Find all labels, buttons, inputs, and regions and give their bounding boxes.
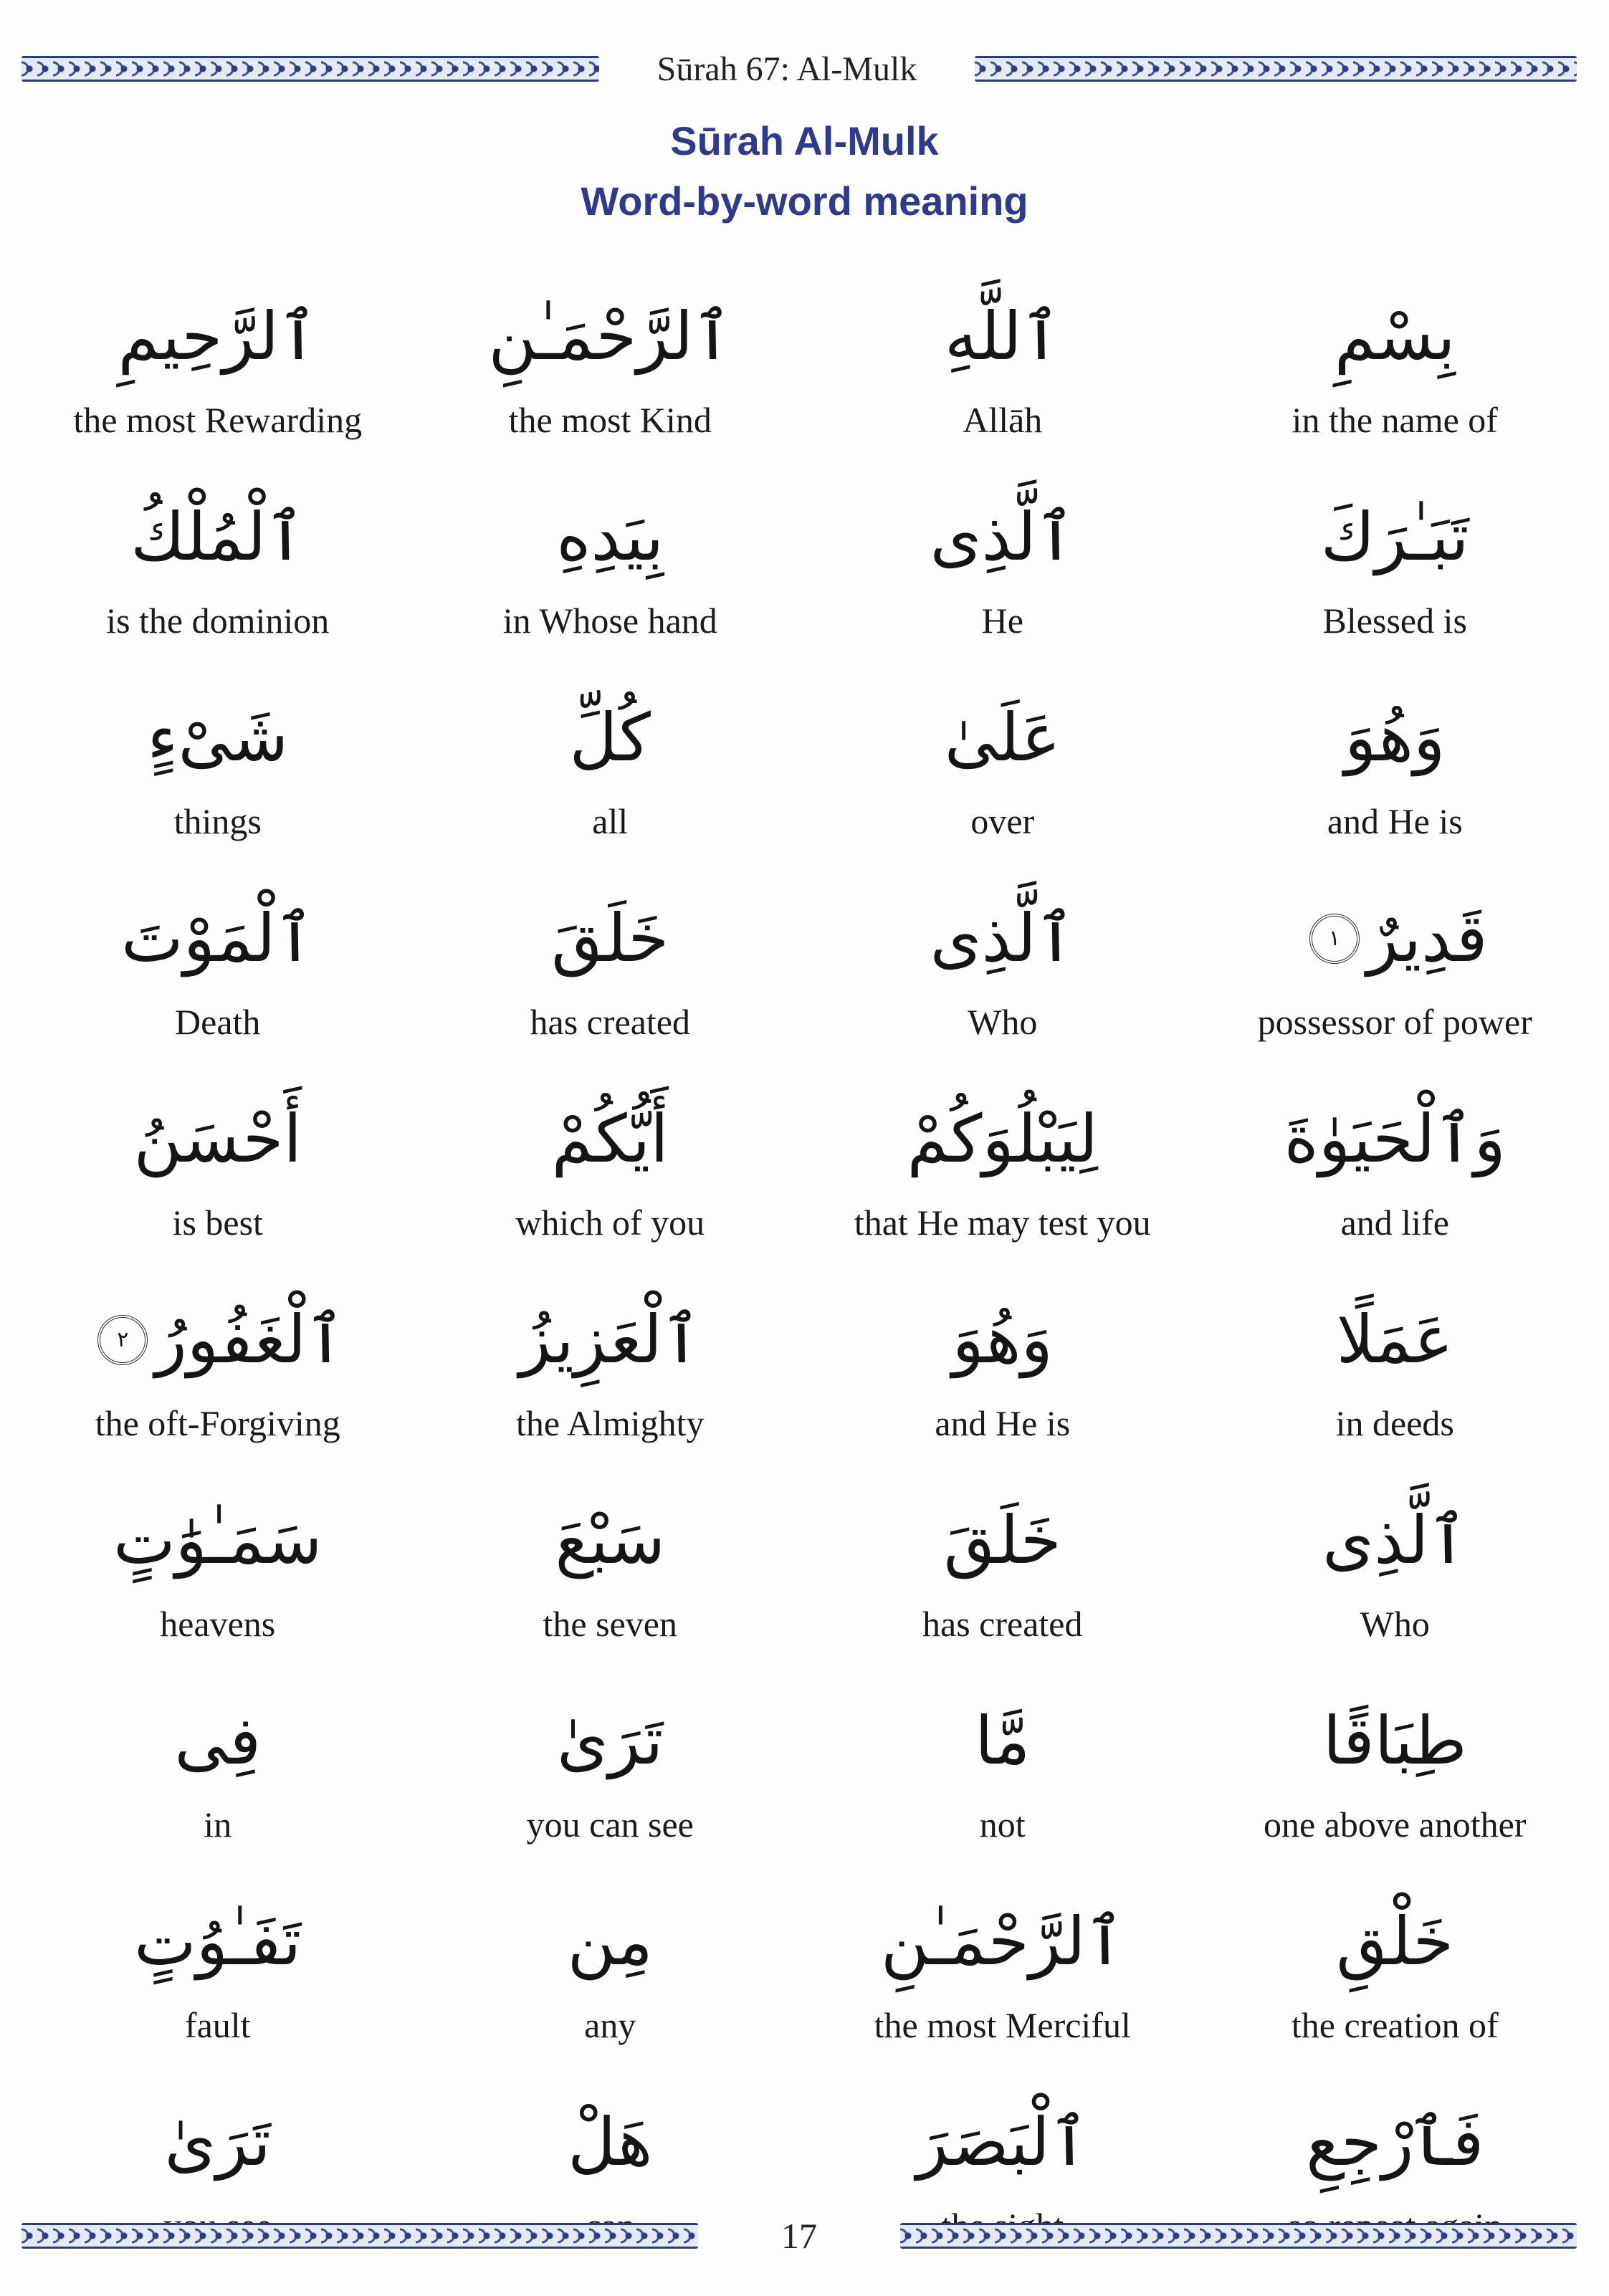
ayah-number-marker: ٢ xyxy=(97,1315,148,1365)
arabic-word-text: قَدِيرٌ xyxy=(1366,900,1488,977)
english-meaning: in the name of xyxy=(1292,400,1498,440)
arabic-word xyxy=(130,484,305,591)
arabic-word xyxy=(930,484,1075,591)
word-by-word-grid xyxy=(22,269,1591,2275)
arabic-word-text: أَيُّكُمْ xyxy=(551,1101,669,1177)
arabic-word xyxy=(930,885,1075,992)
english-meaning: the most Kind xyxy=(508,400,712,440)
arabic-word-text: وَهُوَ xyxy=(952,1301,1053,1378)
arabic-word-text: هَلْ xyxy=(568,2104,653,2181)
page-number: 17 xyxy=(781,2216,817,2256)
english-meaning: and He is xyxy=(1327,801,1463,841)
arabic-word-text: خَلْقِ xyxy=(1336,1903,1454,1980)
word-cell xyxy=(22,871,414,1071)
english-meaning: you can see xyxy=(526,1804,694,1845)
arabic-word-text: ٱلْمُلْكُ xyxy=(130,499,305,575)
arabic-word xyxy=(568,2089,652,2196)
word-cell xyxy=(22,1071,414,1272)
arabic-word xyxy=(1284,1086,1506,1193)
english-meaning: the most Merciful xyxy=(874,2005,1131,2045)
arabic-word xyxy=(551,885,669,992)
ornamental-border-right xyxy=(975,56,1577,82)
english-meaning: the most Rewarding xyxy=(73,400,363,440)
word-cell xyxy=(1199,1874,1592,2075)
arabic-word-text: ٱلَّذِى xyxy=(930,499,1075,575)
arabic-word-text: ٱلْمَوْتَ xyxy=(121,900,315,977)
arabic-word-text: كُلِّ xyxy=(569,699,651,776)
arabic-word-text: مَّا xyxy=(975,1703,1031,1779)
arabic-word-text: تَبَـٰرَكَ xyxy=(1320,499,1469,575)
english-meaning: He xyxy=(981,601,1023,641)
english-meaning: fault xyxy=(184,2005,251,2045)
footer-ornament-left xyxy=(22,2223,698,2249)
english-meaning: Death xyxy=(175,1002,261,1042)
english-meaning: not xyxy=(979,1804,1026,1845)
ornamental-border-left xyxy=(22,56,599,82)
arabic-word-text: خَلَقَ xyxy=(943,1502,1061,1579)
word-cell xyxy=(806,469,1199,670)
arabic-word xyxy=(907,1086,1098,1193)
arabic-word-text: ٱللَّهِ xyxy=(944,298,1061,375)
word-cell xyxy=(22,469,414,670)
arabic-word xyxy=(881,1888,1125,1996)
word-cell xyxy=(414,670,807,871)
word-cell xyxy=(1199,871,1592,1071)
english-meaning: the oft-Forgiving xyxy=(95,1403,340,1443)
arabic-word-text: ٱلْعَزِيزُ xyxy=(519,1301,701,1378)
subtitle: Word-by-word meaning xyxy=(581,178,1028,224)
arabic-word-text: ٱلرَّحِيمِ xyxy=(118,298,318,375)
arabic-word xyxy=(1335,283,1456,391)
word-cell xyxy=(414,871,807,1071)
arabic-word xyxy=(165,2089,271,2196)
arabic-word xyxy=(952,1286,1053,1394)
arabic-word-text: أَحْسَنُ xyxy=(133,1101,302,1177)
arabic-word-text: خَلَقَ xyxy=(551,900,669,977)
arabic-word xyxy=(1336,1888,1453,1996)
word-cell xyxy=(22,670,414,871)
arabic-word-text: فِى xyxy=(174,1703,262,1779)
english-meaning: in xyxy=(204,1804,232,1845)
word-cell xyxy=(806,1673,1199,1874)
english-meaning: over xyxy=(970,801,1035,841)
arabic-word xyxy=(520,1286,701,1394)
arabic-word-text: تَرَىٰ xyxy=(557,1703,664,1779)
arabic-word-text: ٱلرَّحْمَـٰنِ xyxy=(880,1903,1125,1980)
english-meaning: is the dominion xyxy=(106,601,330,641)
word-cell xyxy=(414,1473,807,1673)
arabic-word xyxy=(1306,2089,1484,2196)
arabic-word-text: تَرَىٰ xyxy=(164,2104,271,2181)
word-cell xyxy=(1199,1673,1592,1874)
arabic-word xyxy=(570,684,651,792)
english-meaning: heavens xyxy=(160,1604,276,1644)
arabic-word xyxy=(1345,684,1445,792)
arabic-word xyxy=(1302,885,1488,992)
arabic-word-text: ٱلْغَفُورُ xyxy=(155,1301,345,1378)
word-cell xyxy=(806,1272,1199,1473)
arabic-word-text: تَفَـٰوُتٍ xyxy=(134,1903,302,1980)
english-meaning: any xyxy=(584,2005,636,2045)
english-meaning: that He may test you xyxy=(854,1202,1151,1243)
arabic-word-text: عَمَلًا xyxy=(1336,1301,1453,1378)
english-meaning: in Whose hand xyxy=(502,601,717,641)
word-cell xyxy=(806,871,1199,1071)
word-cell xyxy=(414,1673,807,1874)
word-cell xyxy=(22,1272,414,1473)
english-meaning: which of you xyxy=(515,1202,705,1243)
arabic-word xyxy=(555,1487,665,1594)
arabic-word xyxy=(975,1688,1030,1795)
arabic-word xyxy=(134,1888,301,1996)
english-meaning: Who xyxy=(1360,1604,1430,1644)
word-cell xyxy=(414,269,807,469)
english-meaning: Allāh xyxy=(963,400,1043,440)
word-cell xyxy=(414,1071,807,1272)
english-meaning: and He is xyxy=(935,1403,1071,1443)
arabic-word xyxy=(118,283,317,391)
word-cell xyxy=(1199,469,1592,670)
word-cell xyxy=(22,1673,414,1874)
english-meaning: Blessed is xyxy=(1322,601,1467,641)
arabic-word xyxy=(488,283,732,391)
english-meaning: all xyxy=(592,801,629,841)
arabic-word-text: بِيَدِهِ xyxy=(556,499,664,575)
arabic-word-text: بِسْمِ xyxy=(1334,298,1456,375)
arabic-word xyxy=(90,1286,345,1394)
arabic-word xyxy=(556,484,664,591)
word-cell xyxy=(414,469,807,670)
arabic-word-text: عَلَىٰ xyxy=(944,699,1061,776)
arabic-word xyxy=(945,684,1061,792)
word-cell xyxy=(806,1071,1199,1272)
word-cell xyxy=(806,670,1199,871)
english-meaning: possessor of power xyxy=(1257,1002,1532,1042)
arabic-word xyxy=(174,1688,261,1795)
english-meaning: the creation of xyxy=(1291,2005,1499,2045)
word-cell xyxy=(414,1874,807,2075)
arabic-word-text: ٱلْبَصَرَ xyxy=(916,2104,1089,2181)
arabic-word xyxy=(113,1487,322,1594)
word-cell xyxy=(1199,1272,1592,1473)
english-meaning: in deeds xyxy=(1335,1403,1454,1443)
word-cell xyxy=(22,1473,414,1673)
arabic-word-text: ٱلرَّحْمَـٰنِ xyxy=(488,298,732,375)
word-cell xyxy=(414,1272,807,1473)
word-cell xyxy=(22,1874,414,2075)
english-meaning: things xyxy=(173,801,262,841)
arabic-word xyxy=(944,1487,1061,1594)
surah-title: Sūrah Al-Mulk xyxy=(670,118,939,163)
english-meaning: the seven xyxy=(543,1604,677,1644)
arabic-word-text: ٱلَّذِى xyxy=(1322,1502,1468,1579)
arabic-word-text: مِن xyxy=(567,1903,653,1980)
arabic-word-text: لِيَبْلُوَكُمْ xyxy=(907,1101,1099,1177)
arabic-word xyxy=(1323,1688,1467,1795)
arabic-word-text: طِبَاقًا xyxy=(1322,1703,1467,1779)
english-meaning: Who xyxy=(968,1002,1038,1042)
word-cell xyxy=(1199,670,1592,871)
arabic-word-text: شَىْءٍ xyxy=(147,699,289,776)
arabic-word xyxy=(133,1086,302,1193)
arabic-word-text: وَهُوَ xyxy=(1345,699,1446,776)
english-meaning: one above another xyxy=(1263,1804,1527,1845)
arabic-word xyxy=(1337,1286,1453,1394)
arabic-word-text: سَمَـٰوَٰتٍ xyxy=(113,1502,323,1579)
footer-ornament-right xyxy=(900,2223,1577,2249)
running-title: Sūrah 67: Al-Mulk xyxy=(657,49,917,88)
arabic-word-text: ٱلَّذِى xyxy=(930,900,1075,977)
arabic-word xyxy=(945,283,1061,391)
word-cell xyxy=(806,269,1199,469)
english-meaning: and life xyxy=(1340,1202,1449,1243)
word-cell xyxy=(1199,269,1592,469)
word-cell xyxy=(1199,1071,1592,1272)
arabic-word xyxy=(552,1086,669,1193)
word-cell xyxy=(806,1874,1199,2075)
arabic-word-text: وَٱلْحَيَوٰةَ xyxy=(1284,1101,1506,1177)
arabic-word xyxy=(557,1688,663,1795)
english-meaning: is best xyxy=(172,1202,263,1243)
arabic-word-text: سَبْعَ xyxy=(555,1502,666,1579)
word-cell xyxy=(1199,1473,1592,1673)
english-meaning: has created xyxy=(530,1002,690,1042)
english-meaning: has created xyxy=(922,1604,1083,1644)
arabic-word xyxy=(147,684,288,792)
word-cell xyxy=(22,269,414,469)
arabic-word xyxy=(917,2089,1089,2196)
arabic-word xyxy=(568,1888,653,1996)
word-cell xyxy=(806,1473,1199,1673)
arabic-word xyxy=(1322,1487,1467,1594)
english-meaning: the Almighty xyxy=(516,1403,705,1443)
arabic-word-text: فَٱرْجِعِ xyxy=(1306,2104,1484,2181)
arabic-word xyxy=(1321,484,1469,591)
page-heading xyxy=(0,111,1609,231)
arabic-word xyxy=(121,885,314,992)
page-footer xyxy=(22,2211,1577,2261)
running-header xyxy=(22,40,1577,97)
ayah-number-marker: ١ xyxy=(1309,914,1360,964)
